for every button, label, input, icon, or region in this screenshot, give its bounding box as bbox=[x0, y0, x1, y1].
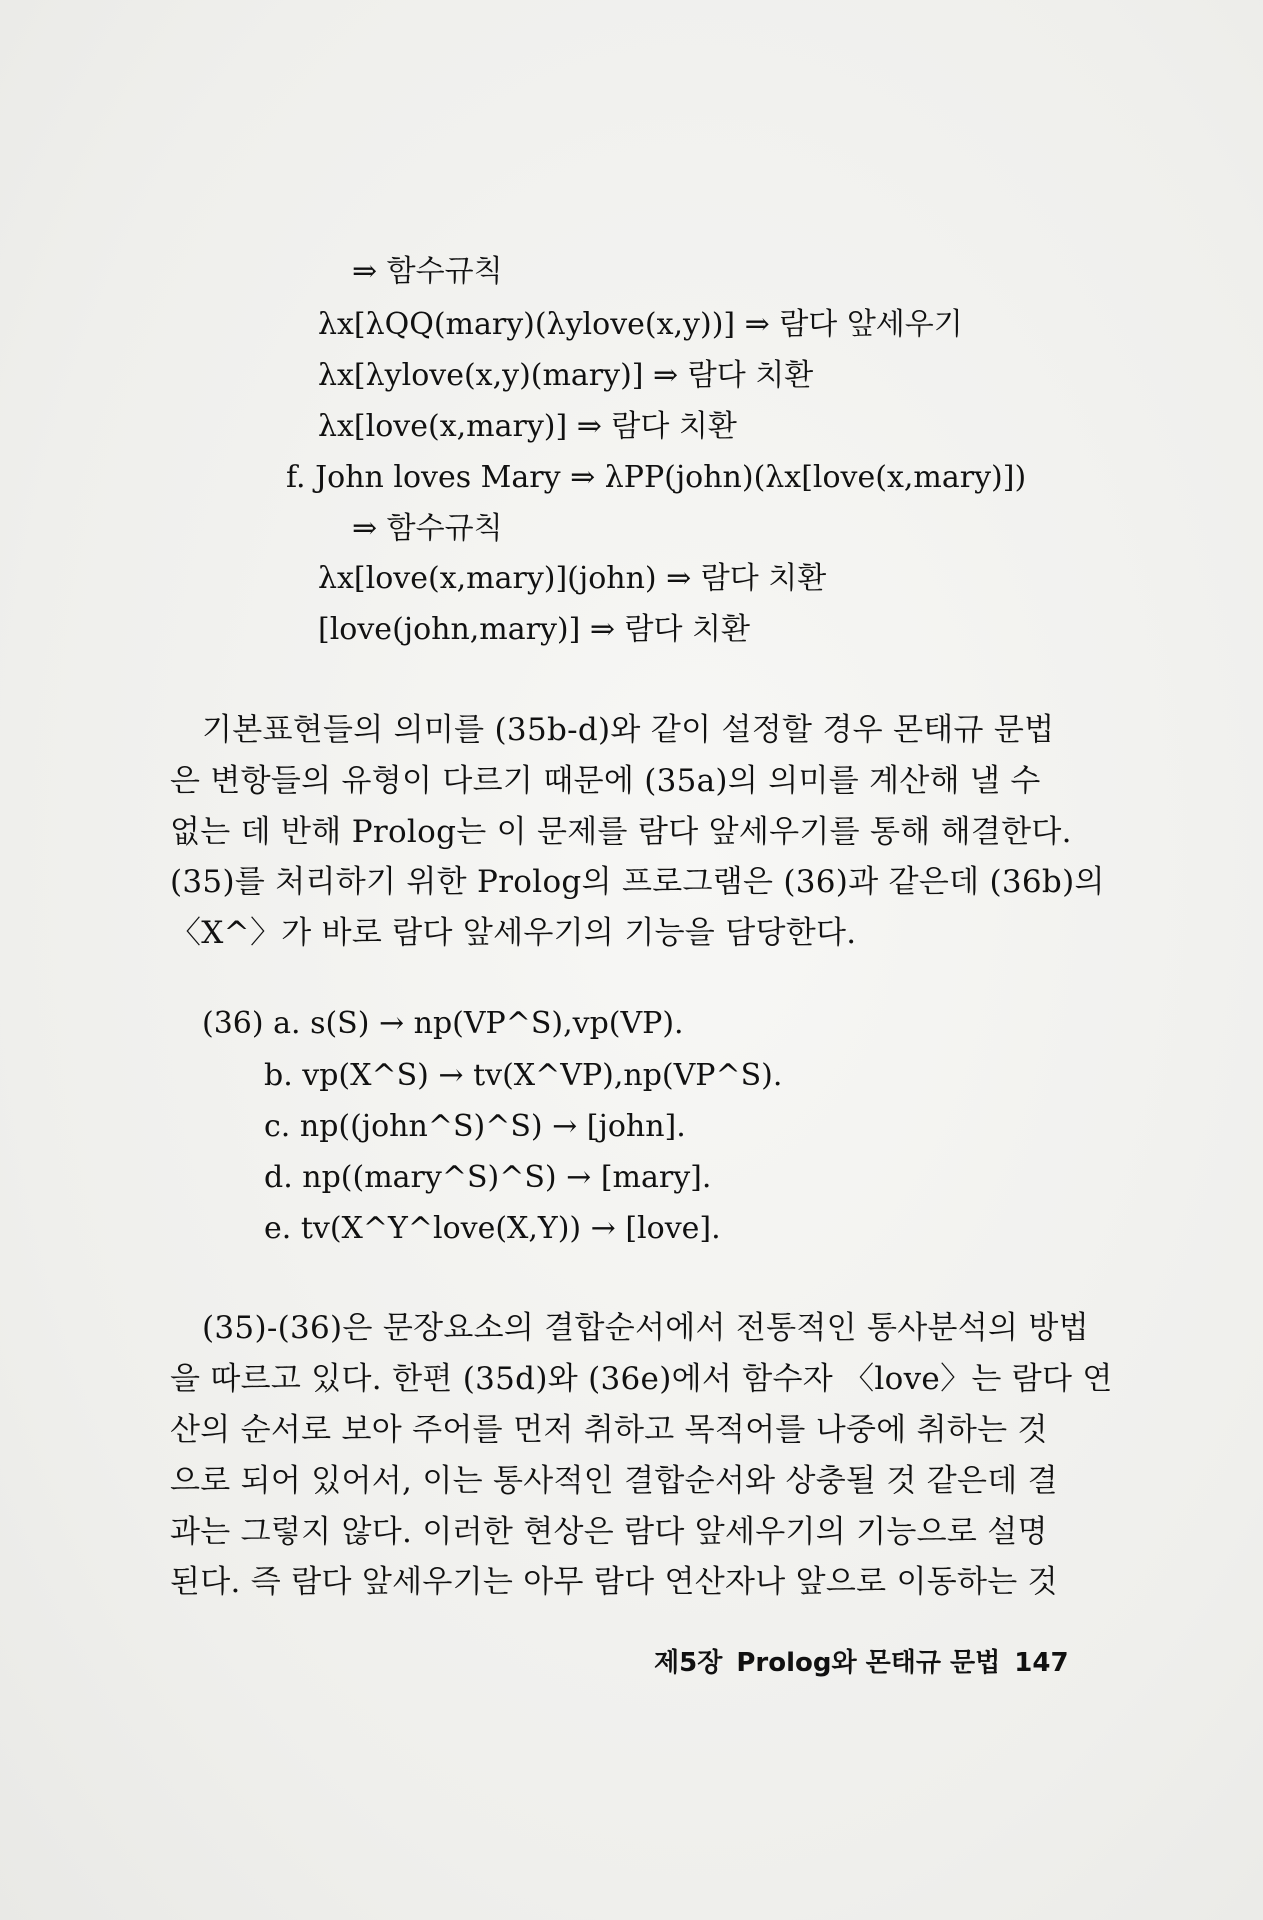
code-line: e. tv(X^Y^love(X,Y)) → [love]. bbox=[264, 1211, 721, 1246]
paragraph-line: 없는 데 반해 Prolog는 이 문제를 람다 앞세우기를 통해 해결한다. bbox=[170, 814, 1072, 850]
paragraph-line: (35)-(36)은 문장요소의 결합순서에서 전통적인 통사분석의 방법 bbox=[202, 1310, 1089, 1346]
paragraph-line: 기본표현들의 의미를 (35b-d)와 같이 설정할 경우 몬태규 문법 bbox=[202, 712, 1055, 748]
chapter-title: Prolog와 몬태규 문법 bbox=[736, 1648, 1001, 1678]
code-line: b. vp(X^S) → tv(X^VP),np(VP^S). bbox=[264, 1058, 783, 1093]
derivation-line: λx[λQQ(mary)(λylove(x,y))] ⇒ 람다 앞세우기 bbox=[318, 307, 963, 342]
derivation-line: ⇒ 함수규칙 bbox=[352, 254, 503, 289]
paragraph-line: 으로 되어 있어서, 이는 통사적인 결합순서와 상충될 것 같은데 결 bbox=[170, 1463, 1058, 1499]
paragraph-line: 은 변항들의 유형이 다르기 때문에 (35a)의 의미를 계산해 낼 수 bbox=[170, 763, 1041, 799]
derivation-line: λx[love(x,mary)] ⇒ 람다 치환 bbox=[318, 409, 737, 444]
paragraph-line: 된다. 즉 람다 앞세우기는 아무 람다 연산자나 앞으로 이동하는 것 bbox=[170, 1564, 1058, 1600]
chapter-label: 제5장 bbox=[654, 1648, 723, 1678]
derivation-line: [love(john,mary)] ⇒ 람다 치환 bbox=[318, 612, 751, 647]
paragraph-line: (35)를 처리하기 위한 Prolog의 프로그램은 (36)과 같은데 (36b)의 bbox=[170, 864, 1105, 900]
paragraph-line: 〈X^〉가 바로 람다 앞세우기의 기능을 담당한다. bbox=[170, 915, 857, 951]
code-line: c. np((john^S)^S) → [john]. bbox=[264, 1109, 686, 1144]
derivation-line: λx[love(x,mary)](john) ⇒ 람다 치환 bbox=[318, 561, 827, 596]
code-line: (36) a. s(S) → np(VP^S),vp(VP). bbox=[202, 1006, 684, 1041]
page-number: 147 bbox=[1014, 1648, 1069, 1678]
derivation-line: f. John loves Mary ⇒ λPP(john)(λx[love(x,mary)]) bbox=[286, 460, 1027, 495]
paragraph-line: 산의 순서로 보아 주어를 먼저 취하고 목적어를 나중에 취하는 것 bbox=[170, 1412, 1048, 1448]
derivation-line: λx[λylove(x,y)(mary)] ⇒ 람다 치환 bbox=[318, 358, 814, 393]
running-footer bbox=[654, 1645, 1083, 1681]
paragraph-line: 과는 그렇지 않다. 이러한 현상은 람다 앞세우기의 기능으로 설명 bbox=[170, 1514, 1048, 1550]
code-line: d. np((mary^S)^S) → [mary]. bbox=[264, 1160, 712, 1195]
paragraph-line: 을 따르고 있다. 한편 (35d)와 (36e)에서 함수자 〈love〉는 람다 연 bbox=[170, 1361, 1113, 1397]
derivation-line: ⇒ 함수규칙 bbox=[352, 511, 503, 546]
